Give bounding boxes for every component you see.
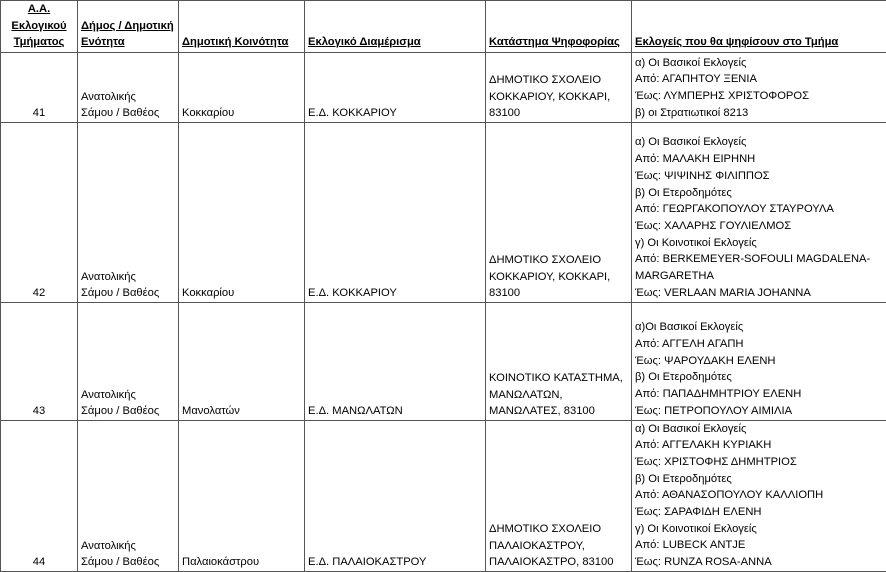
ekloges-line: α) Οι Βασικοί Εκλογείς — [635, 55, 883, 72]
ekloges-line: Από: ΜΑΛΑΚΗ ΕΙΡΗΝΗ — [635, 151, 883, 168]
ekloges-line: Από: ΠΑΠΑΔΗΜΗΤΡΙΟΥ ΕΛΕΝΗ — [635, 386, 883, 403]
ekloges-line: Από: BERKEMEYER-SOFOULI MAGDALENA- — [635, 251, 883, 268]
header-koinotita: Δημοτική Κοινότητα — [179, 1, 305, 53]
ekloges-line: Από: ΑΘΑΝΑΣΟΠΟΥΛΟΥ ΚΑΛΛΙΟΠΗ — [635, 487, 883, 504]
dimos-line: Σάμου / Βαθέος — [81, 285, 175, 302]
cell-ekloges — [632, 420, 886, 571]
cell-katastima — [486, 420, 632, 571]
header-diamerisma: Εκλογικό Διαμέρισμα — [305, 1, 486, 53]
ekloges-line: Έως: ΧΑΛΑΡΗΣ ΓΟΥΛΙΕΛΜΟΣ — [635, 218, 883, 235]
ekloges-line: Έως: VERLAAN MARIA JOHANNA — [635, 285, 883, 302]
cell-dimos — [78, 420, 179, 571]
table-row — [1, 122, 886, 302]
katastima-line: ΚΟΚΚΑΡΙΟΥ, ΚΟΚΚΑΡΙ, — [489, 269, 628, 286]
ekloges-line: Έως: ΛΥΜΠΕΡΗΣ ΧΡΙΣΤΟΦΟΡΟΣ — [635, 88, 883, 105]
table-row — [1, 52, 886, 122]
cell-diamerisma: Ε.Δ. ΚΟΚΚΑΡΙΟΥ — [305, 52, 486, 122]
cell-katastima — [486, 122, 632, 302]
table-row — [1, 302, 886, 420]
ekloges-line: β) Οι Ετεροδημότες — [635, 369, 883, 386]
cell-koinotita: Μανολατών — [179, 302, 305, 420]
cell-ekloges — [632, 302, 886, 420]
cell-katastima — [486, 302, 632, 420]
dimos-line: Ανατολικής — [81, 89, 175, 106]
cell-dimos — [78, 52, 179, 122]
katastima-line: ΠΑΛΑΙΟΚΑΣΤΡΟΥ, — [489, 538, 628, 555]
header-ekloges: Εκλογείς που θα ψηφίσουν στο Τμήμα — [632, 1, 886, 53]
cell-koinotita: Κοκκαρίου — [179, 122, 305, 302]
ekloges-line: Από: ΑΓΑΠΗΤΟΥ ΞΕΝΙΑ — [635, 71, 883, 88]
cell-ekloges — [632, 122, 886, 302]
cell-diamerisma: Ε.Δ. ΚΟΚΚΑΡΙΟΥ — [305, 122, 486, 302]
ekloges-line: γ) Οι Κοινοτικοί Εκλογείς — [635, 521, 883, 538]
ekloges-line: Έως: ΠΕΤΡΟΠΟΥΛΟΥ ΑΙΜΙΛΙΑ — [635, 403, 883, 420]
dimos-line: Σάμου / Βαθέος — [81, 105, 175, 122]
ekloges-line: α) Οι Βασικοί Εκλογείς — [635, 421, 883, 438]
header-row — [1, 1, 886, 53]
cell-aa: 44 — [1, 420, 78, 571]
header-dimos: Δήμος / Δημοτική Ενότητα — [78, 1, 179, 53]
katastima-line: 83100 — [489, 285, 628, 302]
table-row — [1, 420, 886, 571]
ekloges-line: β) Οι Ετεροδημότες — [635, 185, 883, 202]
dimos-line: Σάμου / Βαθέος — [81, 554, 175, 571]
katastima-line: ΚΟΚΚΑΡΙΟΥ, ΚΟΚΚΑΡΙ, — [489, 89, 628, 106]
dimos-line: Σάμου / Βαθέος — [81, 403, 175, 420]
cell-ekloges — [632, 52, 886, 122]
ekloges-line: Έως: ΧΡΙΣΤΟΦΗΣ ΔΗΜΗΤΡΙΟΣ — [635, 454, 883, 471]
cell-diamerisma: Ε.Δ. ΠΑΛΑΙΟΚΑΣΤΡΟΥ — [305, 420, 486, 571]
cell-katastima — [486, 52, 632, 122]
katastima-line: ΔΗΜΟΤΙΚΟ ΣΧΟΛΕΙΟ — [489, 252, 628, 269]
cell-dimos — [78, 302, 179, 420]
dimos-line: Ανατολικής — [81, 269, 175, 286]
cell-dimos — [78, 122, 179, 302]
katastima-line: ΠΑΛΑΙΟΚΑΣΤΡΟ, 83100 — [489, 554, 628, 571]
ekloges-line: MARGARETHA — [635, 268, 883, 285]
katastima-line: 83100 — [489, 105, 628, 122]
ekloges-line: Έως: ΨΑΡΟΥΔΑΚΗ ΕΛΕΝΗ — [635, 353, 883, 370]
ekloges-line: Από: LUBECK ANTJE — [635, 537, 883, 554]
ekloges-line: Έως: RUNZA ROSA-ANNA — [635, 554, 883, 571]
cell-aa: 42 — [1, 122, 78, 302]
katastima-line: ΜΑΝΩΛΑΤΩΝ, — [489, 387, 628, 404]
ekloges-line: Από: ΑΓΓΕΛΑΚΗ ΚΥΡΙΑΚΗ — [635, 437, 883, 454]
dimos-line: Ανατολικής — [81, 387, 175, 404]
dimos-line: Ανατολικής — [81, 538, 175, 555]
header-katastima: Κατάστημα Ψηφοφορίας — [486, 1, 632, 53]
cell-aa: 43 — [1, 302, 78, 420]
cell-koinotita: Κοκκαρίου — [179, 52, 305, 122]
header-aa: Α.Α. Εκλογικού Τμήματος — [1, 1, 78, 53]
cell-koinotita: Παλαιοκάστρου — [179, 420, 305, 571]
ekloges-line: α) Οι Βασικοί Εκλογείς — [635, 134, 883, 151]
cell-aa: 41 — [1, 52, 78, 122]
ekloges-line: Από: ΓΕΩΡΓΑΚΟΠΟΥΛΟΥ ΣΤΑΥΡΟΥΛΑ — [635, 201, 883, 218]
ekloges-line: Από: ΑΓΓΕΛΗ ΑΓΑΠΗ — [635, 336, 883, 353]
katastima-line: ΜΑΝΩΛΑΤΕΣ, 83100 — [489, 403, 628, 420]
ekloges-line: β) Οι Ετεροδημότες — [635, 471, 883, 488]
katastima-line: ΔΗΜΟΤΙΚΟ ΣΧΟΛΕΙΟ — [489, 521, 628, 538]
ekloges-line: β) οι Στρατιωτικοί 8213 — [635, 105, 883, 122]
ekloges-line: γ) Οι Κοινοτικοί Εκλογείς — [635, 235, 883, 252]
ekloges-line: α)Οι Βασικοί Εκλογείς — [635, 319, 883, 336]
katastima-line: ΔΗΜΟΤΙΚΟ ΣΧΟΛΕΙΟ — [489, 72, 628, 89]
ekloges-line: Έως: ΨΙΨΙΝΗΣ ΦΙΛΙΠΠΟΣ — [635, 168, 883, 185]
ekloges-line: Έως: ΣΑΡΑΦΙΔΗ ΕΛΕΝΗ — [635, 504, 883, 521]
katastima-line: ΚΟΙΝΟΤΙΚΟ ΚΑΤΑΣΤΗΜΑ, — [489, 370, 628, 387]
cell-diamerisma: Ε.Δ. ΜΑΝΩΛΑΤΩΝ — [305, 302, 486, 420]
